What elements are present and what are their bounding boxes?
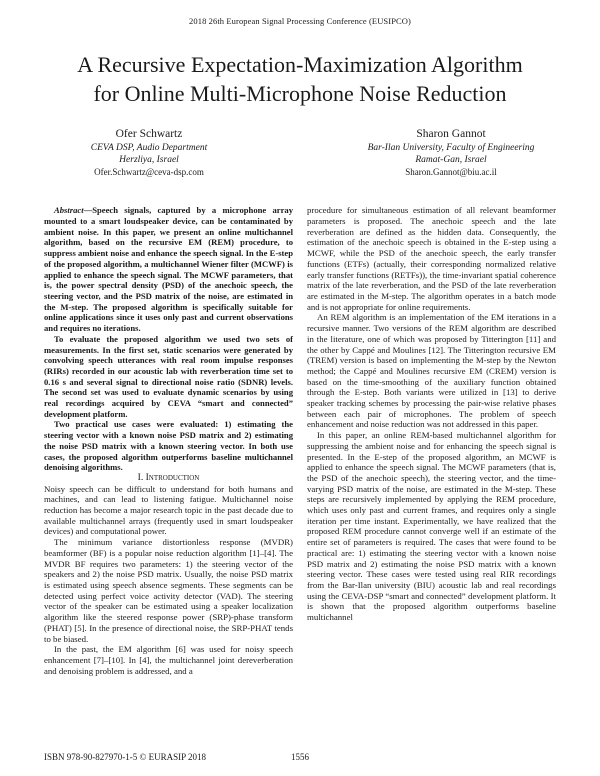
right-paragraph-1: procedure for simultaneous estimation of all relevant beamformer parameters is proposed. The anechoic speech and the late reverberation are defined as the hidden data. Consequently, the estimation of the anechoic speech is obtained in the E-step using a MCWF, while the PSD of the anechoic speech, the early transfer functions (ETFs) (actually, their corresponding normalized relative early transfer functions (RETFs)), the time-invariant spatial coherence matrix of the late reverberation, and the PSD of the late reverberation are estimated in the M-step. The algorithm operates in a batch mode and is not appropriate for online requirements.	[307, 205, 556, 312]
footer-isbn: ISBN 978-90-827970-1-5 © EURASIP 2018	[44, 752, 207, 762]
paper-title-line-2: for Online Multi-Microphone Noise Reduction	[93, 81, 507, 107]
abstract-paragraph-1	[44, 205, 293, 333]
paper-title-line-1: A Recursive Expectation-Maximization Algorithm	[77, 52, 523, 77]
author-section	[0, 128, 600, 177]
conference-header: 2018 26th European Signal Processing Conference (EUSIPCO)	[189, 16, 411, 26]
author-block-2	[328, 128, 574, 177]
abstract-label: Abstract	[54, 205, 84, 216]
paper-title	[40, 50, 560, 108]
intro-paragraph-2: The minimum variance distortionless response (MVDR) beamformer (BF) is a popular noise reduction algorithm [1]–[4]. The MVDR BF requires two parameters: 1) the steering vector of the speakers and 2) the noise PSD matrix. Usually, the noise PSD matrix is estimated using speech absence segments. These segments can be detected using perfect voice activity detector (VAD). The steering vector of the speaker can be estimated using a speaker localization algorithm like the steered response power (SRP)-phase transform (PHAT) [5]. In the presence of directional noise, the SRP-PHAT tends to be biased.	[44, 537, 293, 644]
right-paragraph-2: An REM algorithm is an implementation of the EM iterations in a recursive manner. Two versions of the REM algorithm are described in the literature, one of which was proposed by Titterington [11] and the other by Cappé and Moulines [12]. The Titterington recursive EM (TREM) version is based on implementing the M-step by the Newton method; the Cappé and Moulines recursive EM (CREM) version is based on the time-smoothing of the auxiliary function obtained through the E-step. Both variants were utilized in [13] to derive speaker tracking schemes by processing the pair-wise relative phases between each pair of microphones. The problem of speech enhancement and noise reduction was not addressed in this paper.	[307, 312, 556, 430]
footer-page-number: 1556	[291, 752, 309, 762]
author-affiliation: CEVA DSP, Audio Department	[90, 143, 208, 154]
abstract-text-1: —Speech signals, captured by a microphone array mounted to a smart loudspeaker device, can be contaminated by ambient noise. In this paper, we present an online multichannel algorithm, based on the recursive EM (REM) procedure, to suppress ambient noise and enhance the speech signal. In the E-step of the proposed algorithm, a multichannel Wiener filter (MCWF) is applied to enhance the speech signal. The MCWF parameters, that is, the power spectral density (PSD) of the anechoic speech, the steering vector, and the PSD matrix of the noise, are estimated in the M-step. The proposed algorithm is specifically suitable for online applications since it uses only past and current observations and requires no iterations.	[44, 205, 293, 334]
author-location: Ramat-Gan, Israel	[415, 155, 487, 166]
abstract-paragraph-2: To evaluate the proposed algorithm we used two sets of measurements. In the first set, static scenarios were generated by convolving speech utterances with real room impulse responses (RIRs) recorded in our acoustic lab with reverberation time set to 0.16 s and several signal to directional noise ratio (SDNR) levels. The second set was used to evaluate dynamic scenarios by using real recordings acquired by CEVA “smart and connected” development platform.	[44, 333, 293, 419]
author-email: Ofer.Schwartz@ceva-dsp.com	[94, 167, 204, 178]
author-affiliation: Bar-Ilan University, Faculty of Engineering	[367, 143, 535, 154]
right-column	[307, 205, 556, 676]
left-column	[44, 205, 293, 676]
right-paragraph-3: In this paper, an online REM-based multichannel algorithm for suppressing the ambient noise and for enhancing the speech signal is presented. In the E-step of the proposed algorithm, an MCWF is applied to enhance the speech signal. The MCWF parameters (that is, the PSD of the anechoic speech), the steering vector, and the time-varying PSD matrix of the noise, are estimated in the M-step. These steps are recursively implemented by applying the REM procedure, which uses only past and current frames, and requires only a single iteration per time instant. Experimentally, we have realized that the proposed REM procedure cannot converge well if an estimate of the entire set of parameters is required. The cases that were found to be practical are: 1) estimating the steering vector with a known noise PSD matrix and 2) estimating the noise PSD matrix with a known steering vector. These cases were tested using real RIR recordings from the Bar-Ilan university (BIU) acoustic lab and real recordings using the CEVA-DSP “smart and connected” development platform. It is shown that the proposed algorithm outperforms baseline multichannel	[307, 430, 556, 623]
author-email: Sharon.Gannot@biu.ac.il	[405, 167, 497, 178]
author-name: Ofer Schwartz	[115, 128, 183, 141]
intro-paragraph-3: In the past, the EM algorithm [6] was used for noisy speech enhancement [7]–[10]. In [4], the multichannel joint dereverberation and denoising problem is addressed, and a	[44, 644, 293, 676]
intro-paragraph-1: Noisy speech can be difficult to understand for both humans and machines, and can lead to listening fatigue. Multichannel noise reduction has become a major research topic in the past decade due to available multichannel arrays (frequently used in smart loudspeaker devices) and computational power.	[44, 483, 293, 537]
author-name: Sharon Gannot	[416, 128, 486, 141]
page-footer	[44, 752, 556, 764]
section-heading-introduction: I. Introduction	[137, 471, 200, 483]
author-block-1	[26, 128, 272, 177]
author-location: Herzliya, Israel	[119, 155, 179, 166]
body-columns	[44, 205, 556, 676]
abstract-paragraph-3: Two practical use cases were evaluated: 1) estimating the steering vector with a known noise PSD matrix and 2) estimating the noise PSD matrix with a known steering vector. In both use cases, the proposed algorithm outperforms baseline multichannel denoising algorithms.	[44, 419, 293, 473]
